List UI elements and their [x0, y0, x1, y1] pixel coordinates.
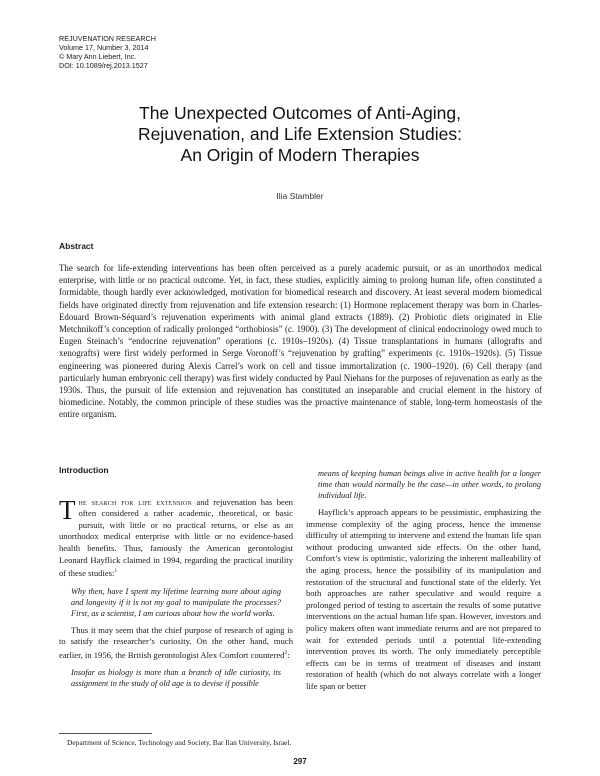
journal-volume: Volume 17, Number 3, 2014: [59, 43, 149, 52]
intro-lead-smallcaps: he search for life extension: [78, 496, 192, 507]
introduction-heading: Introduction: [59, 465, 109, 475]
intro-paragraph-1-text: and rejuvenation has been often considered a rather academic, theoretical, or basic pursuit, with little or no practical returns, or else as an unorthodox medical enterprise with little or no evidence-based health benefits. Thus, famously the American gerontologist Leonard Hayflick claimed in 1994, regarding the practical inutility of these studies:: [59, 496, 293, 579]
drop-cap: T: [59, 494, 76, 525]
journal-copyright: © Mary Ann Liebert, Inc.: [59, 52, 137, 61]
journal-metadata: [59, 34, 156, 70]
author-name: Ilia Stambler: [276, 191, 324, 201]
footnote-divider: [59, 733, 152, 734]
footnote-ref-1: 1: [114, 568, 118, 575]
intro-paragraph-3: Hayflick’s approach appears to be pessimistic, emphasizing the immense complexity of the aging process, hence the immense difficulty of attempting to intervene and extend the human life span without producing unwanted side effects. On the other hand, Comfort’s view is optimistic, valorizing the inherent malleability of the aging process, hence the possibility of its manipulation and restoration of the structural and functional state of the elderly. Yet both approaches are rather speculative and would require a prolonged period of testing to ascertain the results of some putative interventions on the actual human life span. However, investors and policy makers often want immediate returns and are not prepared to wait for extended periods until a potential life-extending intervention proves its worth. The only immediately perceptible effects can be in terms of treatment of diseases and instant restoration of health (which do not always correlate with a longer life span or better: [306, 507, 541, 691]
left-column: [59, 465, 293, 695]
abstract-heading: Abstract: [59, 241, 94, 251]
title-line-2: Rejuvenation, and Life Extension Studies:: [138, 124, 462, 144]
comfort-quote-continued: means of keeping human beings alive in active health for a longer time than would normally be the case—in other words, to prolong individual life.: [318, 469, 541, 500]
comfort-quote: Insofar as biology is more than a branch of idle curiosity, its assignment in the study of old age is to devise if possible: [71, 668, 281, 689]
intro-paragraph-2-end: :: [287, 649, 290, 660]
right-column: [306, 468, 541, 693]
journal-doi: DOI: 10.1089/rej.2013.1527: [59, 61, 148, 70]
title-line-3: An Origin of Modern Therapies: [180, 145, 420, 165]
journal-name: REJUVENATION RESEARCH: [59, 34, 156, 43]
affiliation-footnote: Department of Science, Technology and Society, Bar Ilan University, Israel.: [67, 738, 292, 747]
footnote-ref-2: 2: [284, 649, 288, 656]
article-title: [0, 103, 600, 166]
intro-paragraph-2: [59, 625, 293, 662]
intro-paragraph-2-text: Thus it may seem that the chief purpose of research of aging is to satisfy the researcher’s curiosity. On the other hand, much earlier, in 1956, the British gerontologist Alex Comfort countered: [59, 624, 293, 660]
title-line-1: The Unexpected Outcomes of Anti-Aging,: [139, 103, 461, 123]
page-number: 297: [293, 757, 307, 766]
intro-paragraph-1: [59, 494, 293, 580]
hayflick-quote: Why then, have I spent my lifetime learning more about aging and longevity if it is not my goal to manipulate the processes? First, as a scientist, I am curious about how the world works.: [71, 586, 281, 618]
abstract-text: The search for life-extending interventions has been often perceived as a purely academic pursuit, or as an unorthodox medical enterprise, with little or no practical outcome. Yet, in fact, these studies, explicitly aiming to prolong human life, often constituted a formidable, though hardly ever acknowledged, motivation for biomedical research and discovery. At least several modern biomedical fields have originated directly from rejuvenation and life extension research: (1) Hormone replacement therapy was born in Charles-Edouard Brown-Séquard’s rejuvenation experiments with animal gland extracts (1889). (2) Probiotic diets originated in Elie Metchnikoff’s conception of radically prolonged “orthobiosis” (c. 1900). (3) The development of clinical endocrinology owed much to Eugen Steinach’s “endocrine rejuvenation” operations (c. 1910s–1920s). (4) Tissue transplantations in humans (allografts and xenografts) were first widely performed in Serge Voronoff’s “rejuvenation by grafting” experiments (c. 1910s–1920s). (5) Tissue engineering was pioneered during Alexis Carrel’s work on cell and tissue immortalization (c. 1900–1920). (6) Cell therapy (and particularly human embryonic cell therapy) was first widely conducted by Paul Niehans for the purposes of rejuvenation as early as the 1930s. Thus, the pursuit of life extension and rejuvenation has constituted an inseparable and crucial element in the history of biomedicine. Notably, the common principle of these studies was the proactive maintenance of stable, long-term homeostasis of the entire organism.: [59, 263, 542, 420]
